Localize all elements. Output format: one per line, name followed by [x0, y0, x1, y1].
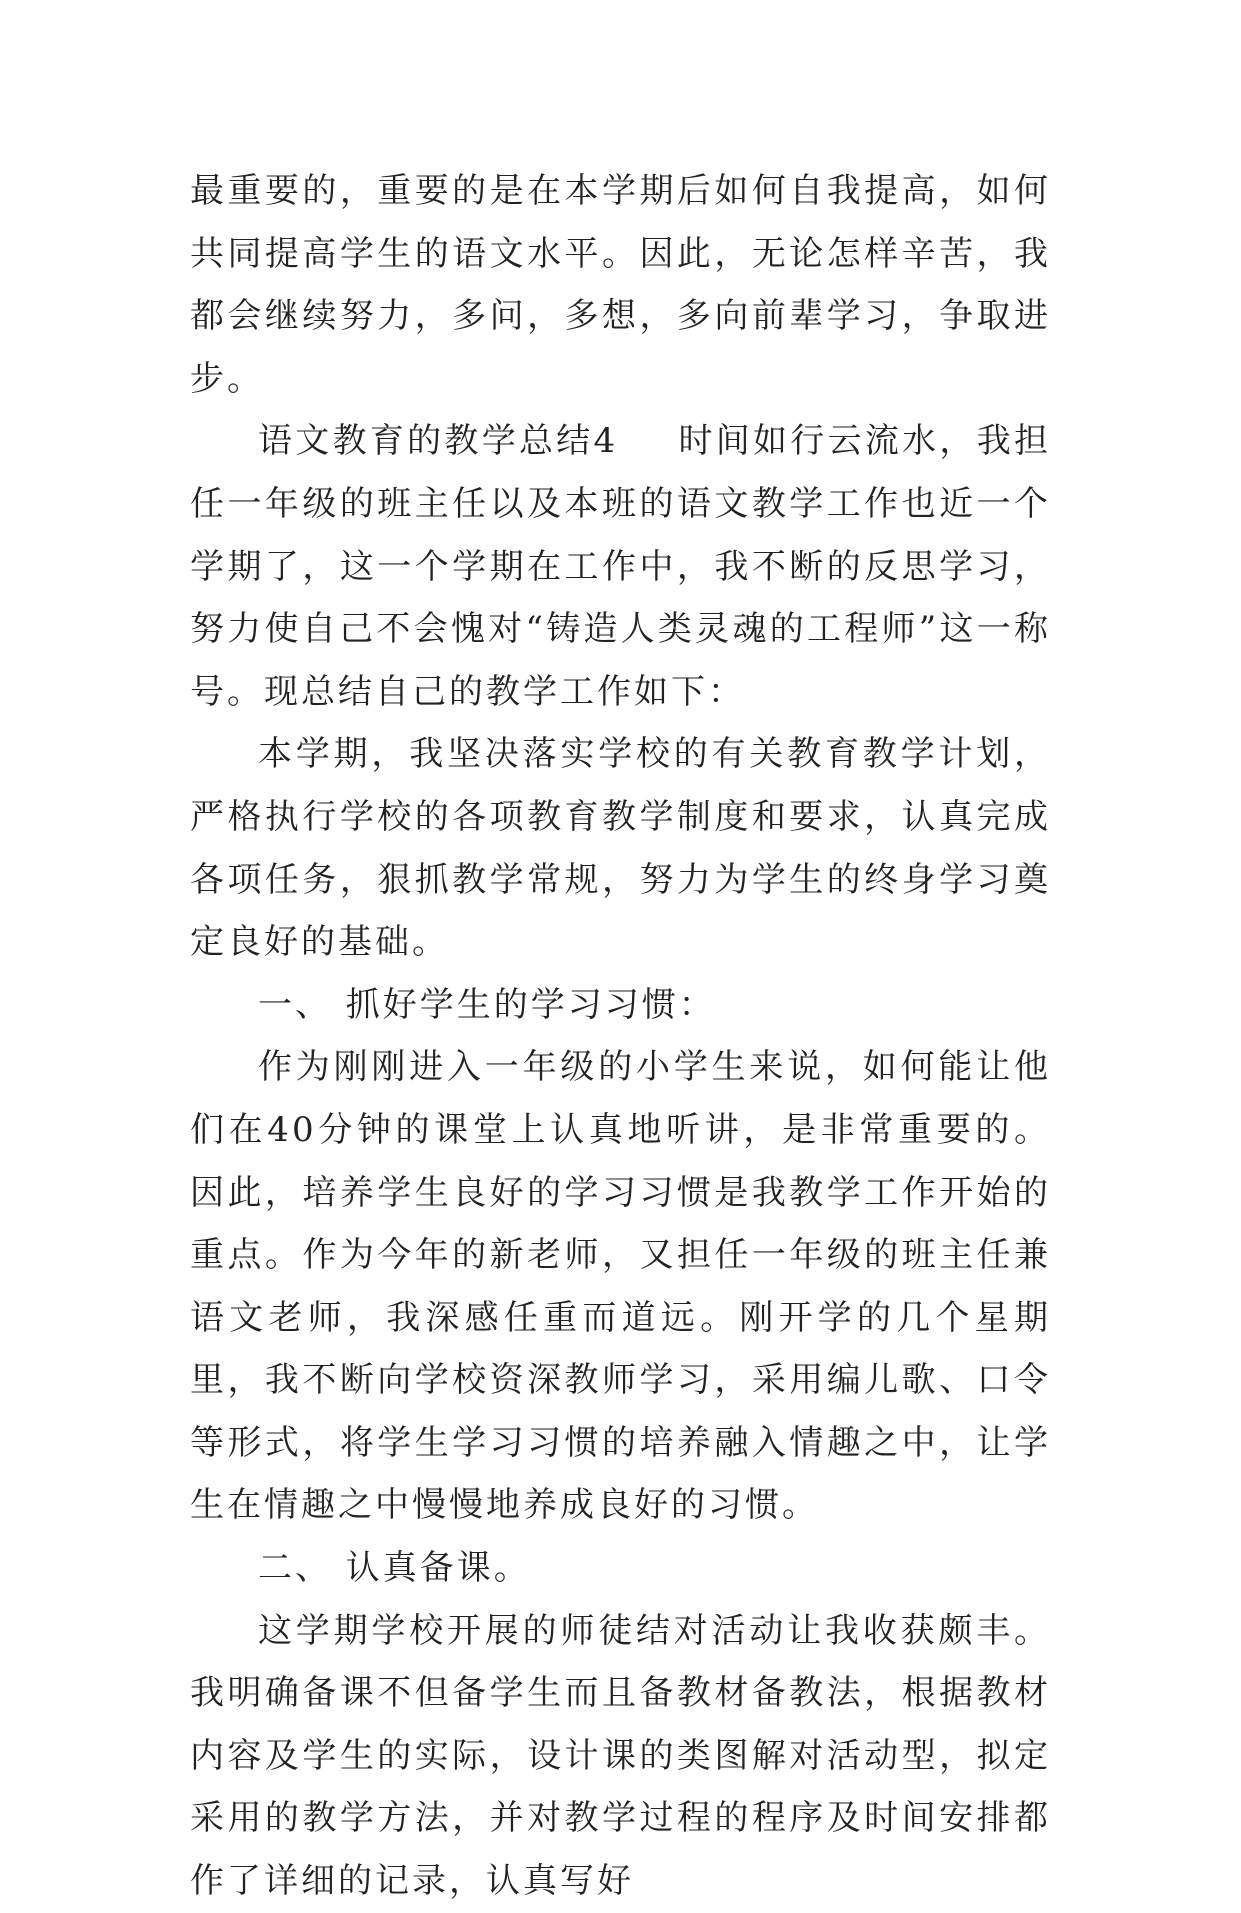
paragraph-semester-plan: 本学期，我坚决落实学校的有关教育教学计划，严格执行学校的各项教育教学制度和要求，认真完成各项任务，狠抓教学常规，努力为学生的终身学习奠定良好的基础。 — [190, 734, 1051, 963]
paragraph-study-habits: 作为刚刚进入一年级的小学生来说，如何能让他们在40分钟的课堂上认真地听讲，是非常重要的。因此，培养学生良好的学习习惯是我教学工作开始的重点。作为今年的新老师，又担任一年级的班主任兼语文老师，我深感任重而道远。刚开学的几个星期里，我不断向学校资深教师学习，采用编儿歌、口令等形式，将学生学习习惯的培养融入情趣之中，让学生在情趣之中慢慢地养成良好的习惯。 — [190, 1047, 1051, 1526]
section-intro-text: 时间如行云流水，我担任一年级的班主任以及本班的语文教学工作也近一个学期了，这一个学期在工作中，我不断的反思学习，努力使自己不会愧对“铸造人类灵魂的工程师”这一称号。现总结自己的教学工作如下： — [190, 421, 1051, 712]
document-body — [190, 160, 1051, 1913]
section-heading: 语文教育的教学总结4 — [258, 421, 619, 462]
paragraph-section-intro — [190, 410, 1051, 723]
paragraph-continued: 最重要的，重要的是在本学期后如何自我提高，如何共同提高学生的语文水平。因此，无论怎样辛苦，我都会继续努力，多问，多想，多向前辈学习，争取进步。 — [190, 171, 1051, 399]
subheading-lesson-prep: 二、 认真备课。 — [258, 1548, 531, 1589]
subheading-study-habits: 一、 抓好学生的学习习惯： — [258, 984, 716, 1025]
paragraph-lesson-prep: 这学期学校开展的师徒结对活动让我收获颇丰。我明确备课不但备学生而且备教材备教法，根据教材内容及学生的实际，设计课的类图解对活动型，拟定采用的教学方法，并对教学过程的程序及时间安排都作了详细的记录，认真写好 — [190, 1610, 1051, 1902]
